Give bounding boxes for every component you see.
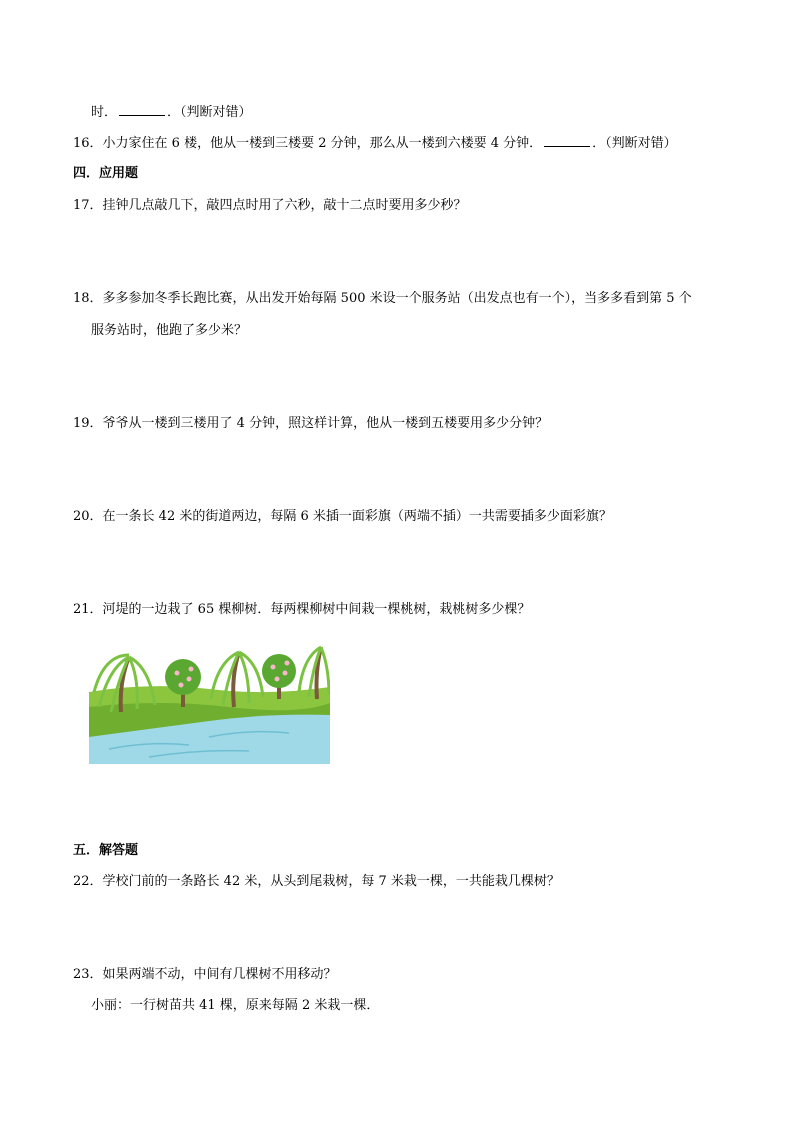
question-23-line2: 小丽：一行树苗共 41 棵，原来每隔 2 米栽一棵．	[91, 998, 380, 1013]
riverbank-trees-illustration	[89, 637, 330, 764]
question-18-line1: 18．多多参加冬季长跑比赛，从出发开始每隔 500 米设一个服务站（出发点也有一个），当多多看到第 5 个	[73, 291, 692, 306]
q15-pre-text: 时．	[91, 105, 118, 120]
q15-continuation	[91, 103, 252, 122]
question-20: 20．在一条长 42 米的街道两边，每隔 6 米插一面彩旗（两端不插）一共需要插多少面彩旗？	[73, 509, 612, 524]
answer-blank[interactable]	[119, 103, 165, 116]
question-22: 22．学校门前的一条路长 42 米，从头到尾栽树，每 7 米栽一棵，一共能栽几棵树？	[73, 874, 560, 889]
question-23-line1: 23．如果两端不动，中间有几棵树不用移动？	[73, 967, 337, 982]
question-16	[73, 134, 677, 153]
question-19: 19．爷爷从一楼到三楼用了 4 分钟，照这样计算，他从一楼到五楼要用多少分钟？	[73, 416, 549, 431]
question-18-line2: 服务站时，他跑了多少米？	[91, 323, 248, 338]
answer-blank[interactable]	[544, 134, 590, 147]
question-21: 21．河堤的一边栽了 65 棵柳树．每两棵柳树中间栽一棵桃树，栽桃树多少棵？	[73, 602, 531, 617]
q15-post-text: ．（判断对错）	[167, 105, 252, 120]
q16-text: 16．小力家住在 6 楼，他从一楼到三楼要 2 分钟，那么从一楼到六楼要 4 分钟．	[73, 136, 543, 151]
q16-post-text: ．（判断对错）	[592, 136, 677, 151]
section-heading-5: 五．解答题	[73, 843, 139, 858]
question-17: 17．挂钟几点敲几下，敲四点时用了六秒，敲十二点时要用多少秒？	[73, 198, 467, 213]
section-heading-4: 四．应用题	[73, 166, 139, 181]
